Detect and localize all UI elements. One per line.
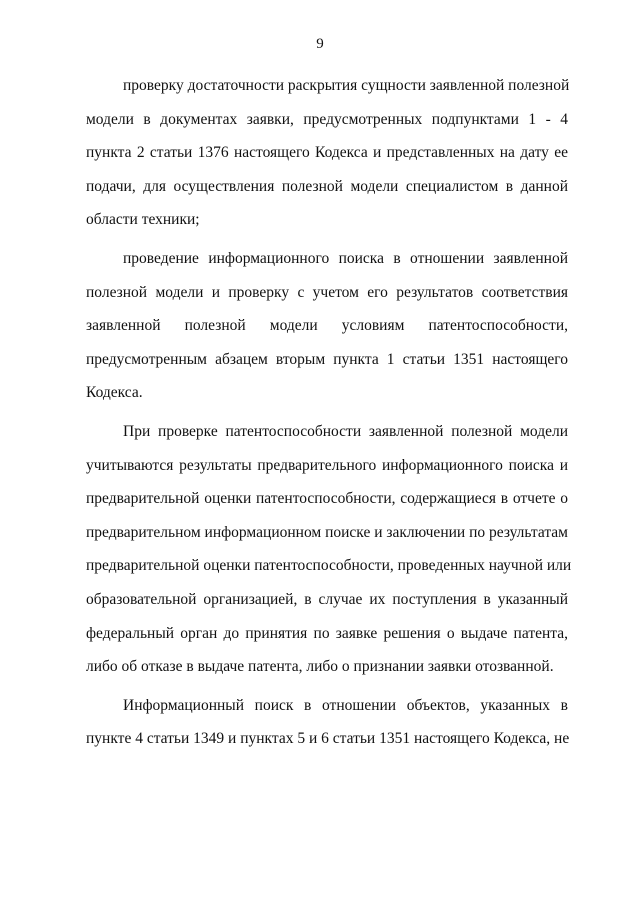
text-line: подачи, для осуществления полезной модели специалистом в данной	[86, 177, 568, 195]
text-line: федеральный орган до принятия по заявке решения о выдаче патента,	[86, 624, 568, 642]
paragraph-3	[86, 415, 572, 684]
text-line: Кодекса.	[86, 384, 143, 402]
text-line: предварительной оценки патентоспособности, проведенных научной или	[86, 557, 572, 575]
text-line: области техники;	[86, 211, 200, 229]
text-line: предварительной оценки патентоспособности, содержащиеся в отчете о	[86, 490, 568, 508]
text-line: модели в документах заявки, предусмотренных подпунктами 1 - 4	[86, 110, 568, 128]
text-line: предусмотренным абзацем вторым пункта 1 статьи 1351 настоящего	[86, 350, 568, 368]
text-line: образовательной организацией, в случае их поступления в указанный	[86, 590, 568, 608]
text-line: проверку достаточности раскрытия сущности заявленной полезной	[123, 77, 570, 94]
text-line: Информационный поиск в отношении объектов, указанных в	[123, 696, 568, 714]
paragraph-2	[86, 242, 568, 410]
text-line: При проверке патентоспособности заявленной полезной модели	[123, 422, 568, 440]
text-line: предварительном информационном поиске и заключении по результатам	[86, 523, 568, 541]
text-line: пункте 4 статьи 1349 и пунктах 5 и 6 статьи 1351 настоящего Кодекса, не	[86, 730, 570, 748]
paragraph-1	[86, 69, 568, 237]
text-line: заявленной полезной модели условиям патентоспособности,	[86, 317, 568, 335]
text-line: пункта 2 статьи 1376 настоящего Кодекса и представленных на дату ее	[86, 144, 568, 162]
document-body	[86, 69, 572, 756]
text-line: проведение информационного поиска в отношении заявленной	[123, 249, 568, 267]
page-number: 9	[316, 36, 324, 52]
text-line: либо об отказе в выдаче патента, либо о признании заявки отозванной.	[86, 658, 554, 676]
text-line: полезной модели и проверку с учетом его результатов соответствия	[86, 283, 568, 301]
paragraph-4	[86, 689, 568, 756]
text-line: учитываются результаты предварительного информационного поиска и	[86, 456, 568, 474]
